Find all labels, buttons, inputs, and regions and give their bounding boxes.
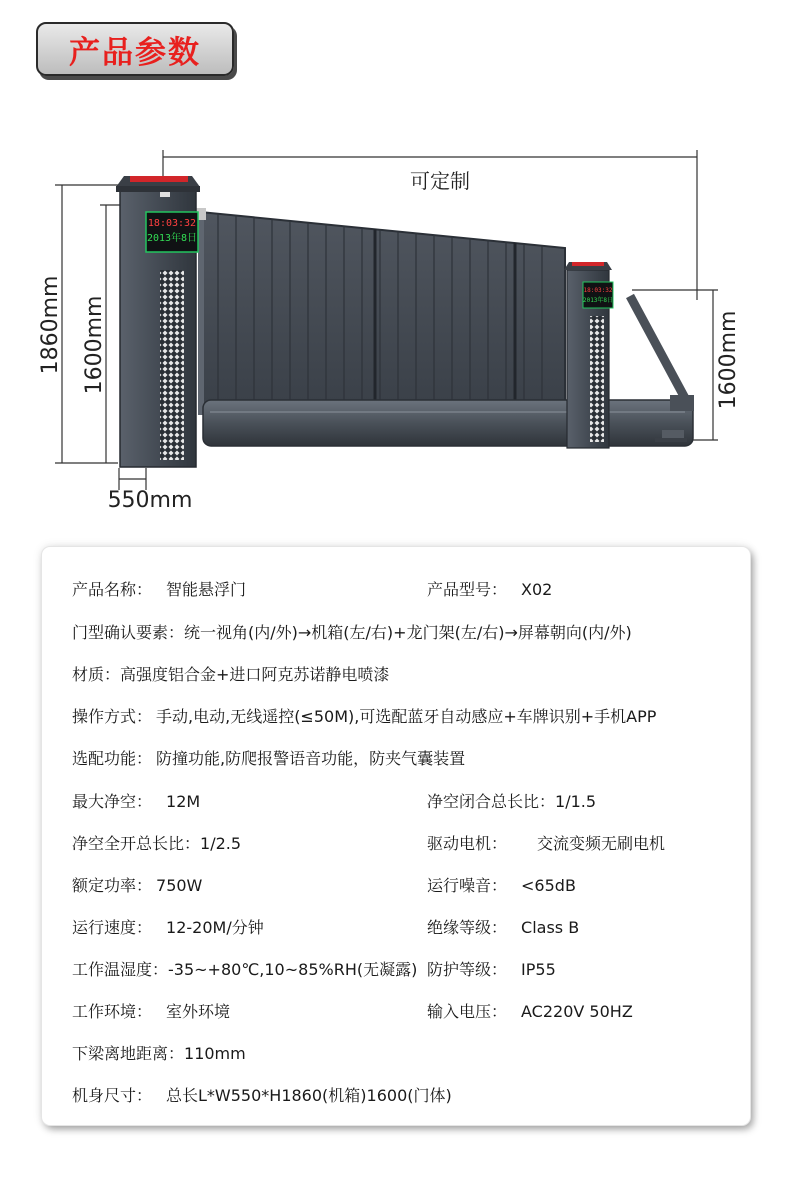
spec-label: 选配功能： — [72, 749, 153, 768]
spec-value: AC220V 50HZ — [521, 1002, 633, 1021]
spec-label: 净空闭合总长比： — [427, 792, 556, 811]
svg-text:2013年8日: 2013年8日 — [582, 297, 614, 304]
spec-label: 运行速度： — [72, 918, 153, 937]
spec-row-model — [427, 580, 552, 600]
spec-row-power — [72, 876, 202, 896]
spec-value: 防撞功能,防爬报警语音功能，防夹气囊装置 — [156, 749, 466, 768]
spec-label: 机身尺寸： — [72, 1086, 153, 1105]
right-post — [564, 262, 613, 448]
spec-row-voltage — [427, 1002, 633, 1022]
spec-row-noise — [427, 876, 576, 896]
spec-value: 110mm — [184, 1044, 246, 1063]
spec-value: 750W — [156, 876, 203, 895]
spec-label: 额定功率： — [72, 876, 153, 895]
spec-value: X02 — [521, 580, 553, 599]
door-height-right-label: 1600mm — [716, 310, 741, 410]
spec-row-material — [72, 665, 389, 685]
spec-value: IP55 — [521, 960, 556, 979]
spec-label: 产品名称： — [72, 580, 153, 599]
gate-bottom-beam — [203, 400, 693, 446]
spec-row-operation — [72, 707, 656, 727]
width-label: 可定制 — [410, 169, 470, 193]
spec-row-ground-clearance — [72, 1044, 246, 1064]
left-post — [116, 176, 200, 467]
spec-row-environment — [72, 1002, 230, 1022]
spec-label: 下梁离地距离： — [72, 1044, 185, 1063]
spec-row-name — [72, 580, 246, 600]
door-height-left-label: 1600mm — [82, 295, 107, 395]
spec-label: 材质： — [72, 665, 121, 684]
spec-value: -35~+80℃,10~85%RH(无凝露) — [168, 960, 418, 979]
gate-illustration — [0, 140, 790, 520]
svg-text:18:03:32: 18:03:32 — [583, 287, 613, 294]
spec-label: 驱动电机： — [427, 834, 508, 853]
spec-label: 工作温湿度： — [72, 960, 169, 979]
spec-card — [42, 547, 750, 1125]
spec-value: 手动,电动,无线遥控(≤50M),可选配蓝牙自动感应+车牌识别+手机APP — [156, 707, 657, 726]
spec-value: 统一视角(内/外)→机箱(左/右)+龙门架(左/右)→屏幕朝向(内/外) — [184, 623, 632, 642]
spec-value: 室外环境 — [166, 1002, 231, 1021]
spec-label: 绝缘等级： — [427, 918, 508, 937]
spec-row-options — [72, 749, 465, 769]
spec-row-protection — [427, 960, 556, 980]
spec-row-dimensions — [72, 1086, 452, 1106]
spec-row-door-type — [72, 623, 632, 643]
spec-row-motor — [427, 834, 665, 854]
spec-value: 高强度铝合金+进口阿克苏诺静电喷漆 — [120, 665, 390, 684]
section-title-badge — [36, 22, 234, 76]
spec-label: 运行噪音： — [427, 876, 508, 895]
spec-value: <65dB — [521, 876, 576, 895]
spec-value: 智能悬浮门 — [166, 580, 247, 599]
total-height-label: 1860mm — [38, 275, 63, 375]
spec-value: 1/2.5 — [200, 834, 242, 853]
gate-panel — [200, 212, 565, 410]
spec-row-speed — [72, 918, 264, 938]
spec-label: 产品型号： — [427, 580, 508, 599]
spec-label: 操作方式： — [72, 707, 153, 726]
spec-value: 总长L*W550*H1860(机箱)1600(门体) — [166, 1086, 452, 1105]
spec-label: 输入电压： — [427, 1002, 508, 1021]
depth-label: 550mm — [107, 488, 193, 513]
spec-row-temperature — [72, 960, 417, 980]
right-display — [583, 282, 613, 308]
section-title: 产品参数 — [69, 34, 201, 71]
spec-value: 1/1.5 — [555, 792, 597, 811]
spec-value: 交流变频无刷电机 — [537, 834, 666, 853]
spec-label: 门型确认要素： — [72, 623, 185, 642]
svg-text:2013年8日: 2013年8日 — [146, 233, 198, 244]
spec-label: 最大净空： — [72, 792, 153, 811]
spec-value: 12-20M/分钟 — [166, 918, 264, 937]
spec-label: 净空全开总长比： — [72, 834, 201, 853]
spec-value: 12M — [166, 792, 201, 811]
spec-row-open-ratio — [72, 834, 241, 854]
svg-text:18:03:32: 18:03:32 — [147, 218, 197, 229]
spec-row-insulation — [427, 918, 579, 938]
spec-value: Class B — [521, 918, 580, 937]
spec-row-max-clearance — [72, 792, 200, 812]
spec-label: 防护等级： — [427, 960, 508, 979]
spec-label: 工作环境： — [72, 1002, 153, 1021]
spec-row-closed-ratio — [427, 792, 596, 812]
